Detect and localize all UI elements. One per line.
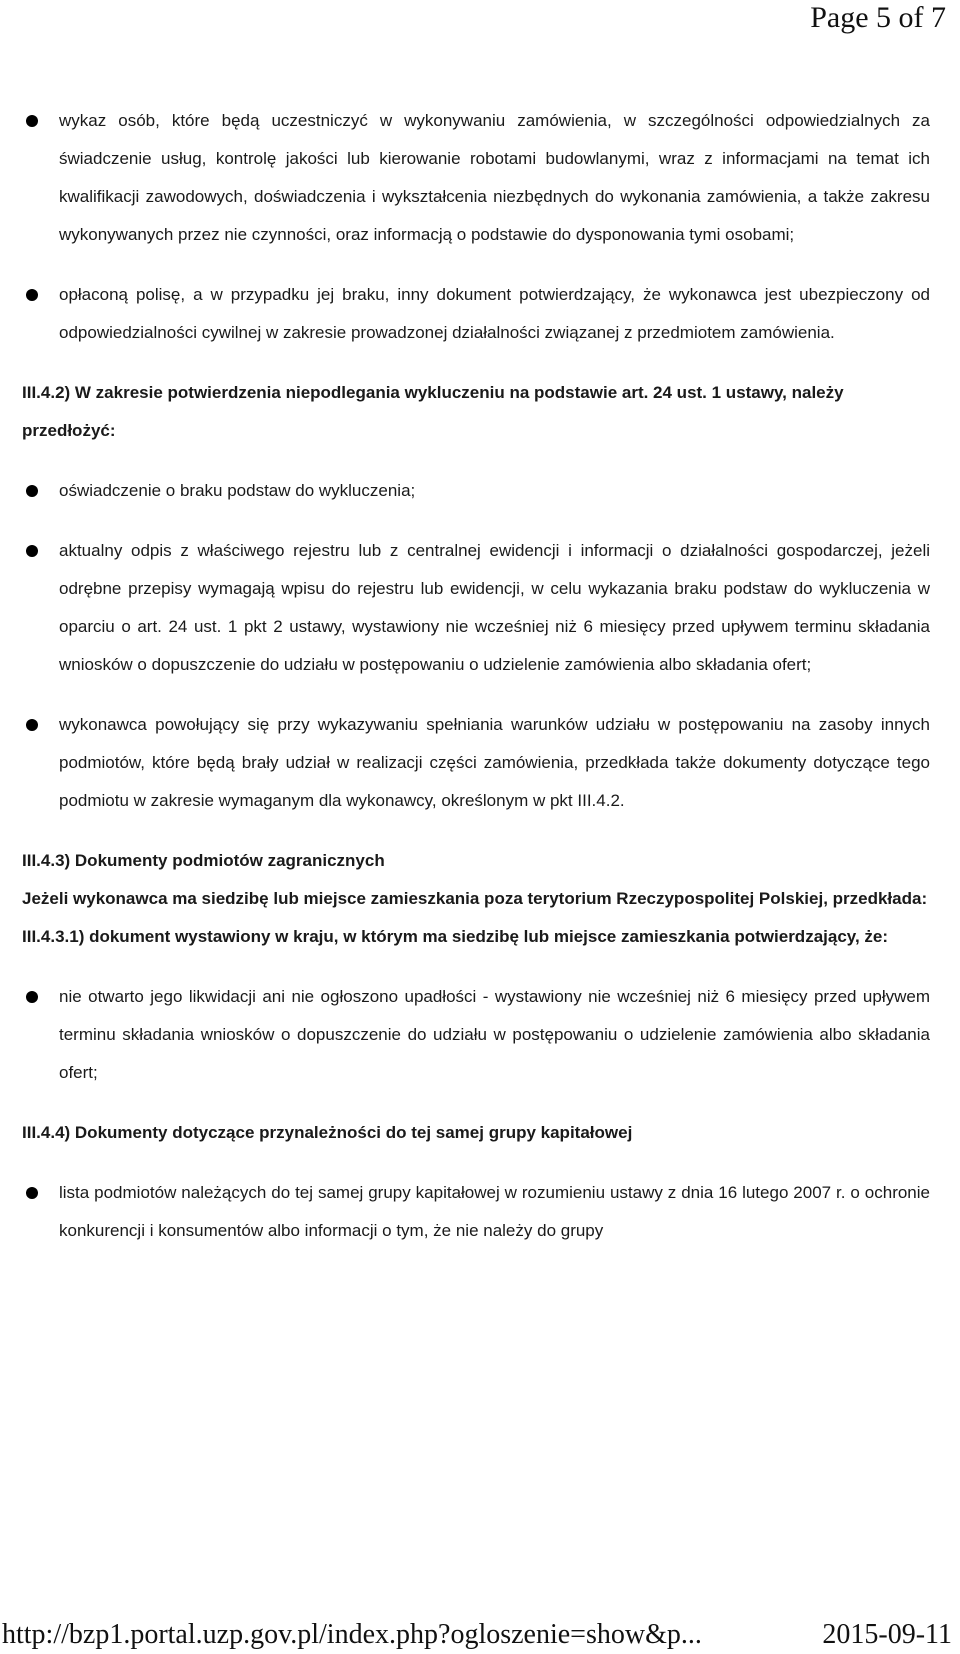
document-body xyxy=(22,102,930,1250)
footer-url: http://bzp1.portal.uzp.gov.pl/index.php?ogloszenie=show&p... xyxy=(2,1619,702,1650)
section-heading-III-4-2: III.4.2) W zakresie potwierdzenia niepodlegania wykluczeniu na podstawie art. 24 ust. 1 ustawy, należy przedłożyć: xyxy=(22,383,844,440)
section-heading-III-4-3: III.4.3) Dokumenty podmiotów zagranicznych xyxy=(22,851,385,870)
bullet-icon xyxy=(26,289,38,301)
list-item-text: lista podmiotów należących do tej samej grupy kapitałowej w rozumieniu ustawy z dnia 16 lutego 2007 r. o ochronie konkurencji i konsumentów albo informacji o tym, że nie należy do grupy xyxy=(59,1183,930,1240)
bullet-icon xyxy=(26,991,38,1003)
list-item-text: oświadczenie o braku podstaw do wykluczenia; xyxy=(59,481,416,500)
list-item-text: opłaconą polisę, a w przypadku jej braku, inny dokument potwierdzający, że wykonawca jest ubezpieczony od odpowiedzialności cywilnej w zakresie prowadzonej działalności związanej z przedmiotem zamówienia. xyxy=(59,285,930,342)
bullet-icon xyxy=(26,115,38,127)
list-item xyxy=(22,532,930,684)
page-number: Page 5 of 7 xyxy=(810,1,946,34)
list-item-text: wykaz osób, które będą uczestniczyć w wykonywaniu zamówienia, w szczególności odpowiedzialnych za świadczenie usług, kontrolę jakości lub kierowanie robotami budowlanymi, wraz z informacjami na temat ich kwalifikacji zawodowych, doświadczenia i wykształcenia niezbędnych do wykonania zamówienia, a także zakresu wykonywanych przez nie czynności, oraz informacją o podstawie do dysponowania tymi osobami; xyxy=(59,111,930,244)
list-item-text: aktualny odpis z właściwego rejestru lub z centralnej ewidencji i informacji o działalności gospodarczej, jeżeli odrębne przepisy wymagają wpisu do rejestru lub ewidencji, w celu wykazania braku podstaw do wykluczenia w oparciu o art. 24 ust. 1 pkt 2 ustawy, wystawiony nie wcześniej niż 6 miesięcy przed upływem terminu składania wniosków o dopuszczenie do udziału w postępowaniu o udzielenie zamówienia albo składania ofert; xyxy=(59,541,930,674)
list-item xyxy=(22,472,930,510)
list-item xyxy=(22,102,930,254)
bullet-icon xyxy=(26,719,38,731)
list-item xyxy=(22,276,930,352)
list-item xyxy=(22,706,930,820)
bullet-icon xyxy=(26,545,38,557)
list-item-text: nie otwarto jego likwidacji ani nie ogłoszono upadłości - wystawiony nie wcześniej niż 6 miesięcy przed upływem terminu składania wniosków o dopuszczenie do udziału w postępowaniu o udzielenie zamówienia albo składania ofert; xyxy=(59,987,930,1082)
section-heading-III-4-3-1: III.4.3.1) dokument wystawiony w kraju, w którym ma siedzibę lub miejsce zamieszkania potwierdzający, że: xyxy=(22,927,889,946)
list-item-text: wykonawca powołujący się przy wykazywaniu spełniania warunków udziału w postępowaniu na zasoby innych podmiotów, które będą brały udział w realizacji części zamówienia, przedkłada także dokumenty dotyczące tego podmiotu w zakresie wymaganym dla wykonawcy, określonym w pkt III.4.2. xyxy=(59,715,930,810)
footer-date: 2015-09-11 xyxy=(822,1619,952,1650)
page-footer xyxy=(0,1618,952,1652)
bullet-icon xyxy=(26,1187,38,1199)
section-subheading: Jeżeli wykonawca ma siedzibę lub miejsce zamieszkania poza terytorium Rzeczypospolitej Polskiej, przedkłada: xyxy=(22,889,928,908)
section-heading-III-4-4: III.4.4) Dokumenty dotyczące przynależności do tej samej grupy kapitałowej xyxy=(22,1123,633,1142)
list-item xyxy=(22,978,930,1092)
bullet-icon xyxy=(26,485,38,497)
list-item xyxy=(22,1174,930,1250)
